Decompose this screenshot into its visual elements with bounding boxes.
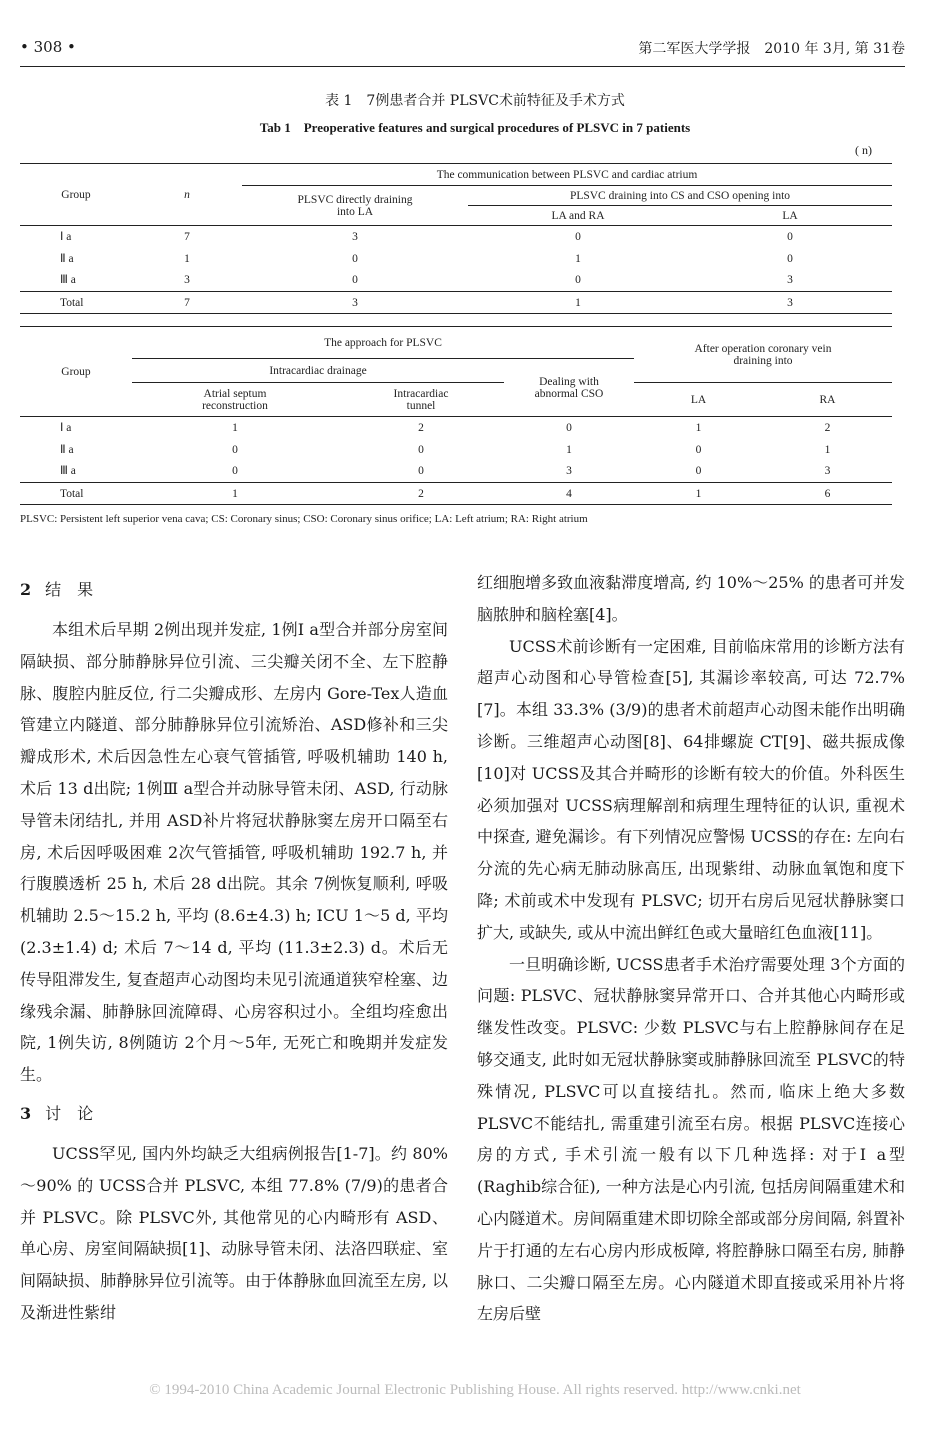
section-title: 结 果 xyxy=(45,580,94,599)
cell-direct: 0 xyxy=(242,270,468,292)
section-title: 讨 论 xyxy=(45,1103,94,1123)
cell-ra: 6 xyxy=(763,483,892,505)
table-row xyxy=(20,226,892,248)
col-header-direct: PLSVC directly draining into LA xyxy=(242,186,468,226)
table-caption-cn: 表 1 7例患者合并 PLSVC术前特征及手术方式 xyxy=(325,93,625,109)
cell-ra: 3 xyxy=(763,461,892,483)
paragraph: UCSS术前诊断有一定困难, 目前临床常用的诊断方法有超声心动图和心导管检查[5], 其漏诊率较高, 可达 72.7% [7]。本组 33.3% (3/9)的患者术前超声心动图未能作出明确诊断。三维超声心动图[8]、64排螺旋 CT[9]、磁共振成像[10]对 UCSS及其合并畸形的诊断有较大的价值。外科医生必须加强对 UCSS病理解剖和病理生理特征的认识, 重视术中探查, 避免漏诊。有下列情况应警惕 UCSS的存在: 左向右分流的先心病无肺动脉高压, 出现紫绀、动脉血氧饱和度下降; 术前或术中发现有 PLSVC; 切开右房后见冠状静脉窦口扩大, 或缺失, 或从中流出鲜红色或大量暗红色血液[11]。 xyxy=(477,636,905,942)
cell-ra: 2 xyxy=(824,421,831,434)
table-caption-en: Tab 1 Preoperative features and surgical procedures of PLSVC in 7 patients xyxy=(259,120,691,135)
cell-direct: 0 xyxy=(352,252,358,265)
table-row xyxy=(20,439,892,461)
cell-tunnel: 0 xyxy=(418,443,424,456)
cell-dealing: 1 xyxy=(566,443,572,456)
col-header-communication: The communication between PLSVC and cardiac atrium xyxy=(242,164,892,186)
cell-group: Ⅱ a xyxy=(60,252,74,265)
table-row-total xyxy=(20,292,892,314)
section-number: 3 xyxy=(20,1103,32,1123)
cell-la-ra: 1 xyxy=(468,292,688,314)
col-header-group: Group xyxy=(20,164,132,226)
cell-group: Ⅲ a xyxy=(20,461,132,483)
running-header xyxy=(20,30,905,70)
cell-dealing: 0 xyxy=(566,421,572,434)
paragraph: UCSS罕见, 国内外均缺乏大组病例报告[1-7]。约 80%～90% 的 UCSS合并 PLSVC, 本组 77.8% (7/9)的患者合并 PLSVC。除 PLSVC外, 其他常见的心内畸形有 ASD、单心房、房室间隔缺损[1]、动脉导管未闭、法洛四联症、室间隔缺损、肺静脉异位引流等。由于体静脉血回流至左房, 以及渐进性紫绀 xyxy=(20,1143,448,1322)
cell-la: 1 xyxy=(634,483,763,505)
cell-dealing: 4 xyxy=(504,483,634,505)
cell-n: 7 xyxy=(132,292,242,314)
page-number: • 308 • xyxy=(20,38,76,56)
cell-group: Ⅲ a xyxy=(20,270,132,292)
col-header-tunnel: Intracardiac tunnel xyxy=(338,383,504,417)
cell-la-ra: 0 xyxy=(575,230,581,243)
col-header-after: After operation coronary vein draining into xyxy=(634,327,892,383)
journal-info: 第二军医大学学报 2010 年 3月, 第 31卷 xyxy=(638,41,905,57)
col-header-group: Group xyxy=(20,327,132,417)
table-row xyxy=(20,417,892,439)
cell-n: 7 xyxy=(184,230,190,243)
col-header-via-cs: PLSVC draining into CS and CSO opening into xyxy=(468,186,892,206)
section-number: 2 xyxy=(20,580,32,599)
cell-la: 0 xyxy=(787,252,793,265)
cell-group: Ⅱ a xyxy=(60,443,74,456)
right-column xyxy=(477,567,905,1330)
cell-dealing: 3 xyxy=(504,461,634,483)
table-row-total xyxy=(20,483,892,505)
cell-la: 3 xyxy=(688,292,892,314)
section-heading-results xyxy=(20,567,448,614)
cell-la: 3 xyxy=(688,270,892,292)
col-header-intracardiac: Intracardiac drainage xyxy=(132,359,504,383)
paragraph: 一旦明确诊断, UCSS患者手术治疗需要处理 3个方面的问题: PLSVC、冠状静脉窦异常开口、合并其他心内畸形或继发性改变。PLSVC: 少数 PLSVC与右上腔静脉间存在足够交通支, 此时如无冠状静脉窦或肺静脉回流至 PLSVC的特殊情况, PLSVC可以直接结扎。然而, 临床上绝大多数 PLSVC不能结扎, 需重建引流至右房。根据 PLSVC连接心房的方式, 手术引流一般有以下几种选择: 对于Ⅰ a型 (Raghib综合征), 一种方法是心内引流, 包括房间隔重建术和心内隧道术。房间隔重建术即切除全部或部分房间隔, 斜置补片于打通的左右心房内形成板障, 将腔静脉口隔至右房, 肺静脉口、二尖瓣口隔至左房。心内隧道术即直接或采用补片将左房后壁 xyxy=(477,954,905,1324)
cell-group: Total xyxy=(20,483,132,505)
table-row xyxy=(20,248,892,270)
cell-direct: 3 xyxy=(242,292,468,314)
section-heading-discussion xyxy=(20,1091,448,1138)
cell-atrial: 1 xyxy=(232,421,238,434)
cell-tunnel: 2 xyxy=(418,421,424,434)
table-row xyxy=(20,270,892,292)
paragraph-continued: 红细胞增多致血液黏滞度增高, 约 10%～25% 的患者可并发脑脓肿和脑栓塞[4]。 xyxy=(477,573,905,624)
col-header-la: LA xyxy=(634,383,763,417)
cell-atrial: 0 xyxy=(132,461,338,483)
cell-group: Total xyxy=(20,292,132,314)
cell-atrial: 0 xyxy=(232,443,238,456)
col-header-dealing: Dealing with abnormal CSO xyxy=(504,359,634,417)
table-unit: ( n) xyxy=(855,143,872,157)
table-row xyxy=(20,461,892,483)
cell-la: 0 xyxy=(634,461,763,483)
header-rule xyxy=(20,66,905,67)
col-header-ra: RA xyxy=(763,383,892,417)
cell-la-ra: 1 xyxy=(575,252,581,265)
paragraph: 本组术后早期 2例出现并发症, 1例Ⅰ a型合并部分房室间隔缺损、部分肺静脉异位引流、三尖瓣关闭不全、左下腔静脉、腹腔内脏反位, 行二尖瓣成形、左房内 Gore-Tex人造血管建立内隧道、部分肺静脉异位引流矫治、ASD修补和三尖瓣成形术, 术后因急性左心衰气管插管, 呼吸机辅助 140 h, 术后 13 d出院; 1例Ⅲ a型合并动脉导管未闭、ASD, 行动脉导管未闭结扎, 并用 ASD补片将冠状静脉窦左房开口隔至右房, 术后因呼吸困难 2次气管插管, 呼吸机辅助 192.7 h, 并行腹膜透析 25 h, 术后 28 d出院。其余 7例恢复顺利, 呼吸机辅助 2.5～15.2 h, 平均 (8.6±4.3) h; ICU 1～5 d, 平均 (2.3±1.4) d; 术后 7～14 d, 平均 (11.3±2.3) d。术后无传导阻滞发生, 复查超声心动图均未见引流通道狭窄栓塞、边缘残余漏、肺静脉回流障碍、心房容积过小。全组均痊愈出院, 1例失访, 8例随访 2个月～5年, 无死亡和晚期并发症发生。 xyxy=(20,620,448,1085)
cell-la: 0 xyxy=(787,230,793,243)
table-part-2 xyxy=(20,326,892,505)
cell-n: 1 xyxy=(184,252,190,265)
copyright-watermark: © 1994-2010 China Academic Journal Electronic Publishing House. All rights reserved. http://www.cnki.net xyxy=(149,1382,801,1398)
cell-la: 1 xyxy=(695,421,702,434)
cell-group: Ⅰ a xyxy=(60,421,72,434)
left-column xyxy=(20,567,448,1329)
cell-n: 3 xyxy=(132,270,242,292)
cell-group: Ⅰ a xyxy=(60,230,72,243)
cell-la: 0 xyxy=(695,443,702,456)
cell-ra: 1 xyxy=(824,443,831,456)
col-header-atrial: Atrial septum reconstruction xyxy=(132,383,338,417)
cell-atrial: 1 xyxy=(132,483,338,505)
col-header-n: n xyxy=(132,164,242,226)
cell-tunnel: 2 xyxy=(338,483,504,505)
col-header-la: LA xyxy=(688,206,892,226)
table-part-1 xyxy=(20,163,892,314)
col-header-approach: The approach for PLSVC xyxy=(132,327,634,359)
table-footnote: PLSVC: Persistent left superior vena cava; CS: Coronary sinus; CSO: Coronary sinus orifice; LA: Left atrium; RA: Right atrium xyxy=(20,513,588,525)
cell-direct: 3 xyxy=(352,230,358,243)
col-header-la-ra: LA and RA xyxy=(468,206,688,226)
cell-la-ra: 0 xyxy=(468,270,688,292)
cell-tunnel: 0 xyxy=(338,461,504,483)
